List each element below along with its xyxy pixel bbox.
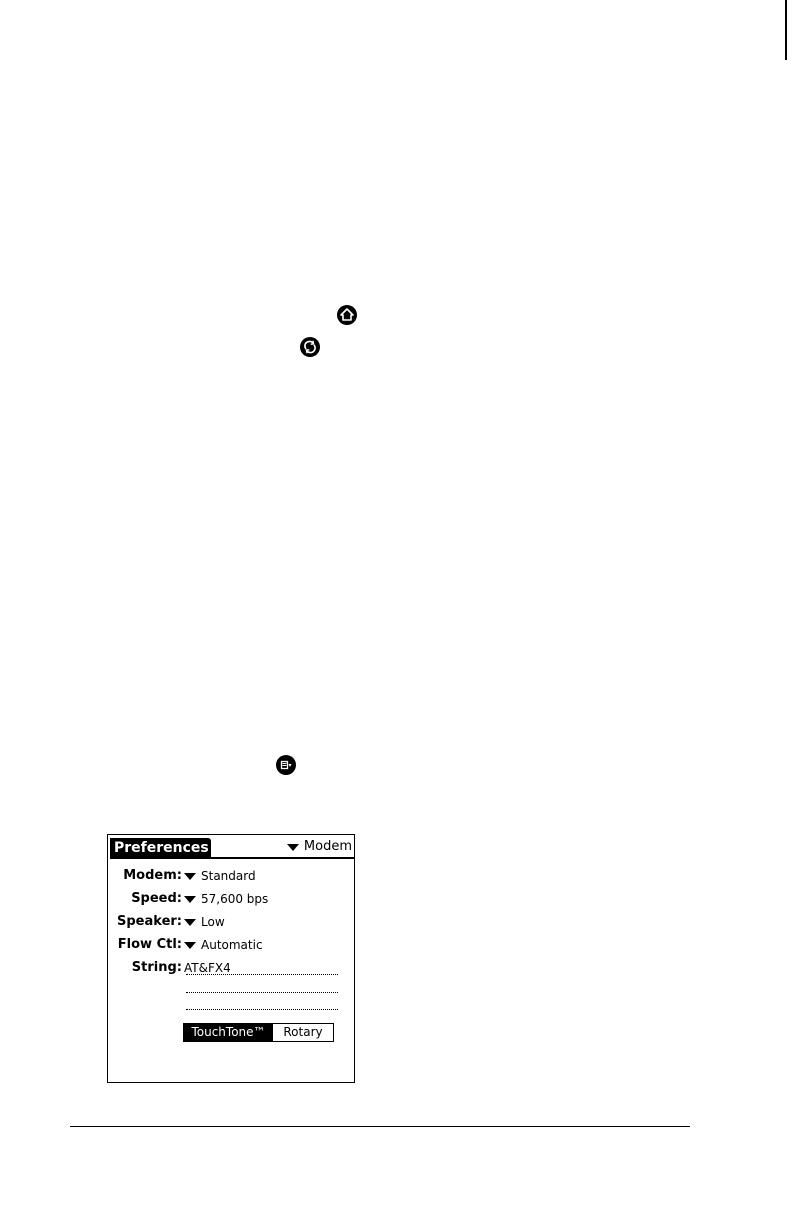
sync-icon: [300, 337, 320, 357]
modem-row: [108, 866, 354, 886]
dropdown-arrow-icon: [184, 896, 196, 903]
title-underline: [110, 857, 354, 859]
string-line-3: [186, 1009, 338, 1010]
speed-label: Speed:: [131, 891, 182, 906]
title-bar: [110, 838, 352, 858]
flow-control-value: Automatic: [201, 938, 263, 952]
speed-row: [108, 889, 354, 909]
string-input[interactable]: AT&FX4: [184, 961, 231, 975]
speaker-picker[interactable]: [184, 912, 225, 932]
touchtone-button[interactable]: TouchTone™: [184, 1024, 273, 1041]
dropdown-arrow-icon: [287, 844, 299, 851]
speaker-value: Low: [201, 915, 225, 929]
string-line-2: [186, 992, 338, 993]
preferences-screen: [107, 834, 355, 1083]
string-line-1: [186, 974, 338, 975]
string-label: String:: [131, 960, 182, 975]
dropdown-arrow-icon: [184, 942, 196, 949]
screen-title: Preferences: [110, 838, 211, 858]
speaker-row: [108, 912, 354, 932]
menu-icon: [276, 755, 296, 775]
panel-picker-label: Modem: [303, 839, 352, 854]
speed-picker[interactable]: [184, 889, 268, 909]
panel-picker[interactable]: [287, 838, 352, 856]
footer-rule: [70, 1126, 690, 1127]
dropdown-arrow-icon: [184, 873, 196, 880]
speaker-label: Speaker:: [117, 914, 182, 929]
modem-picker[interactable]: [184, 866, 256, 886]
dropdown-arrow-icon: [184, 919, 196, 926]
modem-value: Standard: [201, 869, 256, 883]
home-icon: [337, 305, 357, 325]
string-row: [108, 958, 354, 978]
flow-control-picker[interactable]: [184, 935, 263, 955]
flow-control-row: [108, 935, 354, 955]
modem-label: Modem:: [123, 868, 182, 883]
speed-value: 57,600 bps: [201, 892, 269, 906]
rotary-button[interactable]: Rotary: [273, 1024, 333, 1041]
page-edge-rule: [785, 0, 787, 60]
dial-mode-selector: [183, 1023, 334, 1042]
flow-control-label: Flow Ctl:: [117, 937, 182, 952]
